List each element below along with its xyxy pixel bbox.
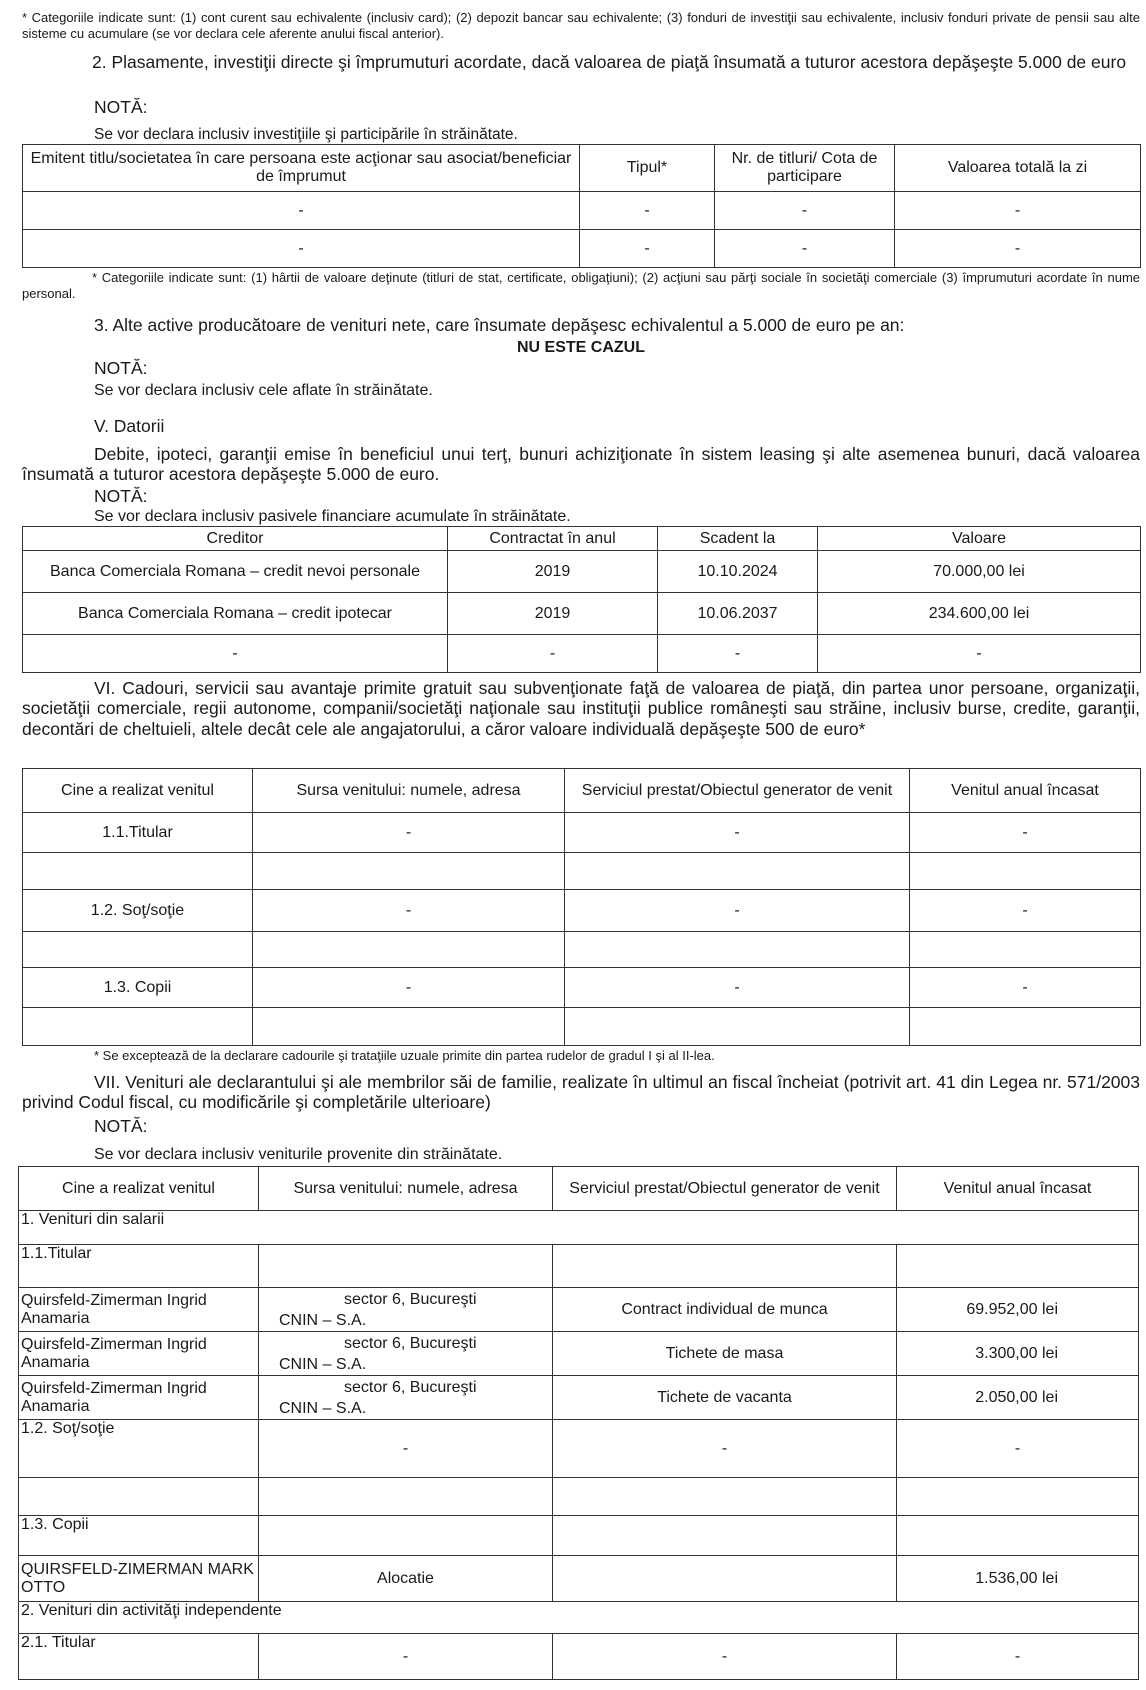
- column-header: Creditor: [23, 527, 448, 551]
- section-3-status: NU ESTE CAZUL: [517, 339, 645, 356]
- table-row: [19, 1634, 1139, 1680]
- table-cell: -: [715, 192, 895, 230]
- table-cell: -: [565, 968, 910, 1008]
- column-header: Tipul*: [580, 145, 715, 192]
- section-2-heading: 2. Plasamente, investiţii directe şi împrumuturi acordate, dacă valoarea de piaţă însumată a tuturor acestora depăşeşte 5.000 de euro: [92, 52, 1127, 72]
- table-cell: [19, 1478, 259, 1516]
- column-header: Scadent la: [658, 527, 818, 551]
- column-header: Cine a realizat venitul: [19, 1167, 259, 1211]
- table-cell: [565, 853, 910, 890]
- table-cell: 10.10.2024: [658, 551, 818, 593]
- table-cell: -: [23, 635, 448, 673]
- section-2-nota-label: NOTĂ:: [94, 97, 148, 117]
- column-header: Cine a realizat venitul: [23, 769, 253, 813]
- table-cell: 1.2. Soţ/soţie: [19, 1420, 259, 1478]
- section-7-nota-label: NOTĂ:: [94, 1116, 148, 1136]
- table-cell: -: [253, 968, 565, 1008]
- table-cell: Banca Comerciala Romana – credit nevoi personale: [23, 551, 448, 593]
- column-header: Venitul anual încasat: [897, 1167, 1139, 1211]
- table-cell: -: [580, 192, 715, 230]
- table-cell: [910, 932, 1141, 968]
- section-3-heading: 3. Alte active producătoare de venituri nete, care însumate depăşesc echivalentul a 5.000 de euro pe an:: [94, 315, 905, 335]
- table-cell: [897, 1516, 1139, 1556]
- table-cell: 1.1.Titular: [19, 1245, 259, 1288]
- table-cell: -: [565, 813, 910, 853]
- table-cell: Tichete de vacanta: [553, 1376, 897, 1420]
- table-cell: 69.952,00 lei: [897, 1288, 1139, 1332]
- table-cell: -: [448, 635, 658, 673]
- footnote-categories-2: * Categoriile indicate sunt: (1) hârtii de valoare deţinute (titluri de stat, certificate, obligaţiuni); (2) acţiuni sau părţi sociale în societăţi comerciale (3) împrumuturi acordate în nume personal.: [22, 270, 1140, 301]
- table-cell: -: [565, 890, 910, 932]
- table-cell: -: [897, 1634, 1139, 1680]
- table-row: [23, 551, 1141, 593]
- table-cell: -: [910, 813, 1141, 853]
- table-cell: 2019: [448, 551, 658, 593]
- table-header-row: [23, 527, 1141, 551]
- table-row: [23, 813, 1141, 853]
- table-cell: [253, 932, 565, 968]
- table-cell: [259, 1478, 553, 1516]
- table-cell: 234.600,00 lei: [818, 593, 1141, 635]
- section-7-nota-text: Se vor declara inclusiv veniturile provenite din străinătate.: [94, 1146, 503, 1163]
- investments-table: [22, 144, 1141, 268]
- table-cell: [259, 1516, 553, 1556]
- table-row: [23, 192, 1141, 230]
- table-cell: -: [895, 230, 1141, 268]
- table-cell: Banca Comerciala Romana – credit ipotecar: [23, 593, 448, 635]
- table-cell: -: [253, 890, 565, 932]
- employer-address: sector 6, Bucureşti: [344, 1290, 477, 1308]
- table-cell: -: [818, 635, 1141, 673]
- table-cell: [253, 1008, 565, 1046]
- category-cell: 2. Venituri din activităţi independente: [19, 1602, 1139, 1634]
- table-row: [19, 1556, 1139, 1602]
- section-5-nota-label: NOTĂ:: [94, 486, 148, 506]
- table-cell: Contract individual de munca: [553, 1288, 897, 1332]
- table-cell: 1.3. Copii: [23, 968, 253, 1008]
- section-2-nota-text: Se vor declara inclusiv investiţiile şi participările în străinătate.: [94, 126, 518, 143]
- table-cell: [553, 1556, 897, 1602]
- table-cell: 1.536,00 lei: [897, 1556, 1139, 1602]
- table-cell: [553, 1478, 897, 1516]
- table-row: [19, 1516, 1139, 1556]
- table-row: [23, 635, 1141, 673]
- employer-address: sector 6, Bucureşti: [344, 1334, 477, 1352]
- footnote-gifts: * Se exceptează de la declarare cadourile şi trataţiile uzuale primite din partea rudelor de gradul I şi al II-lea.: [94, 1048, 715, 1063]
- table-cell: [259, 1376, 553, 1420]
- table-cell: -: [23, 230, 580, 268]
- category-cell: 1. Venituri din salarii: [19, 1211, 1139, 1245]
- table-cell: [553, 1516, 897, 1556]
- table-cell: 2.050,00 lei: [897, 1376, 1139, 1420]
- table-cell: [565, 932, 910, 968]
- table-cell: [259, 1288, 553, 1332]
- column-header: Sursa venitului: numele, adresa: [259, 1167, 553, 1211]
- column-header: Nr. de titluri/ Cota de participare: [715, 145, 895, 192]
- table-cell: -: [715, 230, 895, 268]
- table-cell: -: [897, 1420, 1139, 1478]
- column-header: Serviciul prestat/Obiectul generator de venit: [553, 1167, 897, 1211]
- section-7-text: VII. Venituri ale declarantului şi ale membrilor săi de familie, realizate în ultimul an fiscal încheiat (potrivit art. 41 din Legea nr. 571/2003 privind Codul fiscal, cu modificările şi completările ulterioare): [22, 1072, 1140, 1113]
- table-cell: Quirsfeld-Zimerman Ingrid Anamaria: [19, 1288, 259, 1332]
- table-row: [19, 1332, 1139, 1376]
- table-row: [19, 1420, 1139, 1478]
- table-row: [23, 593, 1141, 635]
- table-cell: Quirsfeld-Zimerman Ingrid Anamaria: [19, 1376, 259, 1420]
- table-row: [23, 230, 1141, 268]
- income-table: [18, 1166, 1139, 1680]
- table-cell: [259, 1332, 553, 1376]
- column-header: Valoarea totală la zi: [895, 145, 1141, 192]
- table-cell: -: [658, 635, 818, 673]
- section-5-nota-text: Se vor declara inclusiv pasivele financiare acumulate în străinătate.: [94, 508, 571, 525]
- column-header: Contractat în anul: [448, 527, 658, 551]
- category-row: [19, 1211, 1139, 1245]
- section-3-nota-text: Se vor declara inclusiv cele aflate în străinătate.: [94, 382, 433, 399]
- table-cell: -: [259, 1634, 553, 1680]
- section-5-title: V. Datorii: [94, 416, 165, 436]
- table-cell: -: [553, 1420, 897, 1478]
- table-cell: [910, 853, 1141, 890]
- employer-name: CNIN – S.A.: [279, 1399, 367, 1417]
- table-cell: 1.2. Soţ/soţie: [23, 890, 253, 932]
- footnote-categories-1: * Categoriile indicate sunt: (1) cont curent sau echivalente (inclusiv card); (2) depozit bancar sau echivalente; (3) fonduri de investiţii sau echivalente, inclusiv fonduri private de pensii sau alte sisteme cu acumulare (se vor declara cele aferente anului fiscal anterior).: [22, 10, 1140, 41]
- table-cell: [897, 1245, 1139, 1288]
- table-cell: 3.300,00 lei: [897, 1332, 1139, 1376]
- table-cell: Tichete de masa: [553, 1332, 897, 1376]
- table-row: [23, 1008, 1141, 1046]
- column-header: Valoare: [818, 527, 1141, 551]
- table-header-row: [23, 769, 1141, 813]
- table-cell: [565, 1008, 910, 1046]
- table-header-row: [19, 1167, 1139, 1211]
- table-row: [19, 1288, 1139, 1332]
- table-cell: -: [910, 890, 1141, 932]
- table-header-row: [23, 145, 1141, 192]
- table-row: [19, 1478, 1139, 1516]
- table-cell: [897, 1478, 1139, 1516]
- employer-address: sector 6, Bucureşti: [344, 1378, 477, 1396]
- table-cell: -: [895, 192, 1141, 230]
- table-cell: 2019: [448, 593, 658, 635]
- table-cell: -: [580, 230, 715, 268]
- table-cell: 2.1. Titular: [19, 1634, 259, 1680]
- section-3-nota-label: NOTĂ:: [94, 358, 148, 378]
- employer-name: CNIN – S.A.: [279, 1311, 367, 1329]
- gifts-table: [22, 768, 1141, 1046]
- table-cell: -: [910, 968, 1141, 1008]
- table-cell: 70.000,00 lei: [818, 551, 1141, 593]
- table-cell: 1.3. Copii: [19, 1516, 259, 1556]
- table-cell: QUIRSFELD-ZIMERMAN MARK OTTO: [19, 1556, 259, 1602]
- table-row: [19, 1245, 1139, 1288]
- table-row: [23, 853, 1141, 890]
- table-cell: [553, 1245, 897, 1288]
- table-row: [19, 1376, 1139, 1420]
- table-row: [23, 890, 1141, 932]
- table-cell: [259, 1245, 553, 1288]
- table-cell: [253, 853, 565, 890]
- column-header: Serviciul prestat/Obiectul generator de venit: [565, 769, 910, 813]
- table-cell: [910, 1008, 1141, 1046]
- table-cell: -: [23, 192, 580, 230]
- table-cell: 1.1.Titular: [23, 813, 253, 853]
- table-row: [23, 968, 1141, 1008]
- table-cell: [23, 853, 253, 890]
- column-header: Emitent titlu/societatea în care persoana este acţionar sau asociat/beneficiar de împrumut: [23, 145, 580, 192]
- table-cell: -: [553, 1634, 897, 1680]
- table-cell: -: [253, 813, 565, 853]
- table-cell: 10.06.2037: [658, 593, 818, 635]
- table-cell: -: [259, 1420, 553, 1478]
- table-row: [23, 932, 1141, 968]
- section-6-text: VI. Cadouri, servicii sau avantaje primite gratuit sau subvenţionate faţă de valoarea de piaţă, din partea unor persoane, organizaţii, societăţii comerciale, regii autonome, companii/societăţi naţionale sau instituţii publice româneşti sau străine, inclusiv burse, credite, garanţii, decontări de cheltuieli, altele decât cele ale angajatorului, a căror valoare individuală depăşeşte 500 de euro*: [22, 678, 1140, 739]
- table-cell: [23, 1008, 253, 1046]
- table-cell: Alocatie: [259, 1556, 553, 1602]
- table-cell: Quirsfeld-Zimerman Ingrid Anamaria: [19, 1332, 259, 1376]
- employer-name: CNIN – S.A.: [279, 1355, 367, 1373]
- category-row: [19, 1602, 1139, 1634]
- section-5-text: Debite, ipoteci, garanţii emise în beneficiul unui terţ, bunuri achiziţionate în sistem leasing şi alte asemenea bunuri, dacă valoarea însumată a tuturor acestora depăşeşte 5.000 de euro.: [22, 444, 1140, 485]
- column-header: Sursa venitului: numele, adresa: [253, 769, 565, 813]
- debts-table: [22, 526, 1141, 673]
- column-header: Venitul anual încasat: [910, 769, 1141, 813]
- table-cell: [23, 932, 253, 968]
